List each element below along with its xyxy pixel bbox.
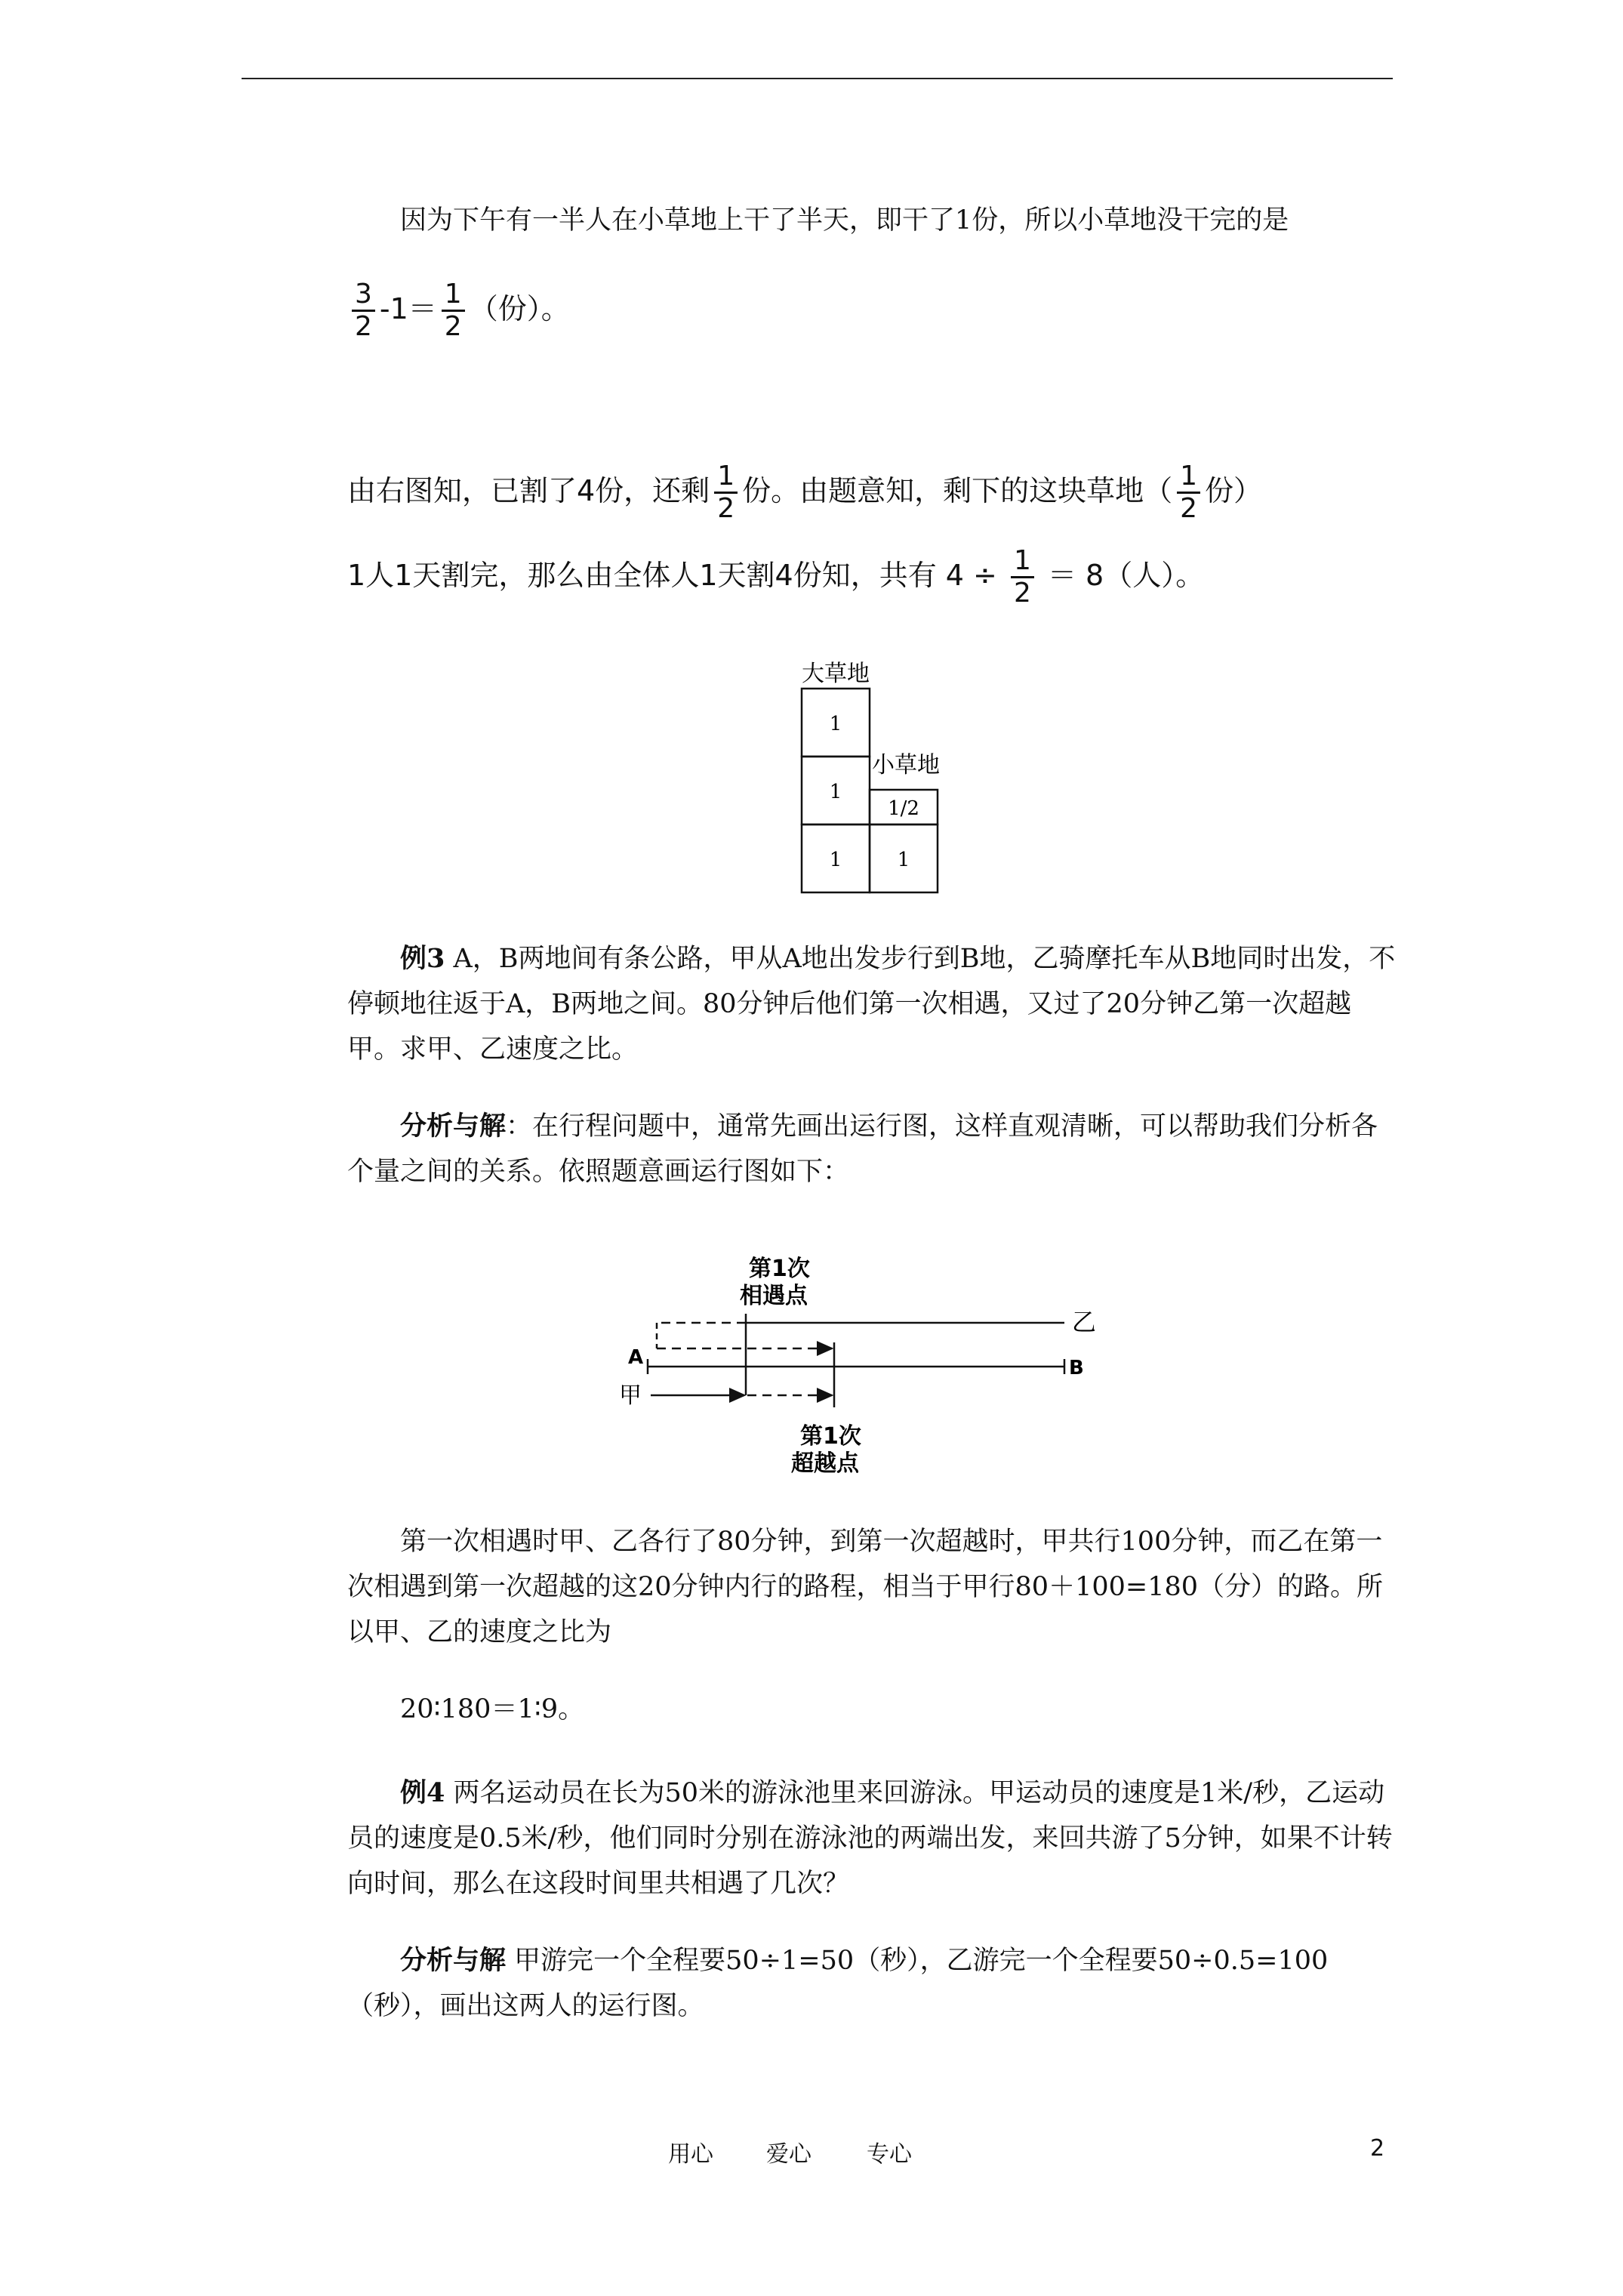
equation-1: $\frac{3}{2}$ -1＝ $\frac{1}{2}$ （份）。: [347, 279, 1397, 342]
paragraph-2: 由右图知，已割了4份，还剩 $\frac{1}{2}$ 份。由题意知，剩下的这块草地（ $\frac{1}{2}$ 份）: [347, 461, 1263, 524]
fraction: $\frac{3}{2}$: [352, 279, 375, 342]
paragraph-4: 第一次相遇时甲、乙各行了80分钟，到第一次超越时，甲共行100分钟，而乙在第一次相遇到第一次超越的这20分钟内行的路程，相当于甲行80＋100=180（分）的路。所以甲、乙的速度之比为: [347, 1527, 1384, 1647]
page-number: 2: [1370, 2135, 1385, 2162]
cell-value: 1/2: [888, 797, 919, 820]
cell-value: 1: [829, 713, 842, 735]
cell-value: 1: [897, 849, 910, 871]
pass-point-label-2: 超越点: [791, 1450, 859, 1477]
pass-point-label-1: 第1次: [800, 1423, 861, 1450]
paragraph-5: 20∶180＝1∶9。: [400, 1694, 585, 1724]
motion-diagram: [619, 1246, 1117, 1487]
analysis-3: 分析与解：在行程问题中，通常先画出运行图，这样直观清晰，可以帮助我们分析各个量之间的关系。依照题意画运行图如下：: [347, 1111, 1378, 1187]
example-3: 例3 A，B两地间有条公路，甲从A地出发步行到B地，乙骑摩托车从B地同时出发，不停顿地往返于A，B两地之间。80分钟后他们第一次相遇，又过了20分钟乙第一次超越甲。求甲、乙速度之比。: [347, 943, 1396, 1065]
meet-point-label-1: 第1次: [749, 1256, 810, 1282]
grass-field-diagram: [785, 649, 981, 898]
cell-value: 1: [829, 849, 842, 871]
big-field-label: 大草地: [802, 661, 870, 687]
jia-label: 甲: [619, 1382, 642, 1409]
analysis-4: 分析与解 甲游完一个全程要50÷1=50（秒），乙游完一个全程要50÷0.5=100（秒），画出这两人的运行图。: [347, 1945, 1329, 2021]
paragraph-1: 因为下午有一半人在小草地上干了半天，即干了1份，所以小草地没干完的是: [400, 205, 1289, 236]
example-4: 例4 两名运动员在长为50米的游泳池里来回游泳。甲运动员的速度是1米/秒，乙运动员的速度是0.5米/秒，他们同时分别在游泳池的两端出发，来回共游了5分钟，如果不计转向时间，那么在这段时间里共相遇了几次？: [347, 1777, 1393, 1899]
footer-text-left: 用心: [668, 2141, 713, 2168]
fraction: $\frac{1}{2}$: [714, 461, 738, 524]
fraction: $\frac{1}{2}$: [1177, 461, 1200, 524]
cell-value: 1: [829, 781, 842, 803]
meet-point-label-2: 相遇点: [740, 1283, 808, 1309]
yi-label: 乙: [1072, 1308, 1097, 1336]
header-rule: [242, 78, 1393, 79]
point-a-label: A: [628, 1346, 644, 1369]
fraction: $\frac{1}{2}$: [442, 279, 465, 342]
fraction: $\frac{1}{2}$: [1011, 546, 1034, 609]
footer-text-right: 专心: [867, 2141, 912, 2168]
paragraph-3: 1人1天割完，那么由全体人1天割4份知，共有 4 ÷ $\frac{1}{2}$ ＝ 8（人）。: [347, 545, 1205, 609]
small-field-label: 小草地: [872, 752, 940, 778]
point-b-label: B: [1069, 1357, 1084, 1379]
footer-text-mid: 爱心: [766, 2141, 812, 2168]
